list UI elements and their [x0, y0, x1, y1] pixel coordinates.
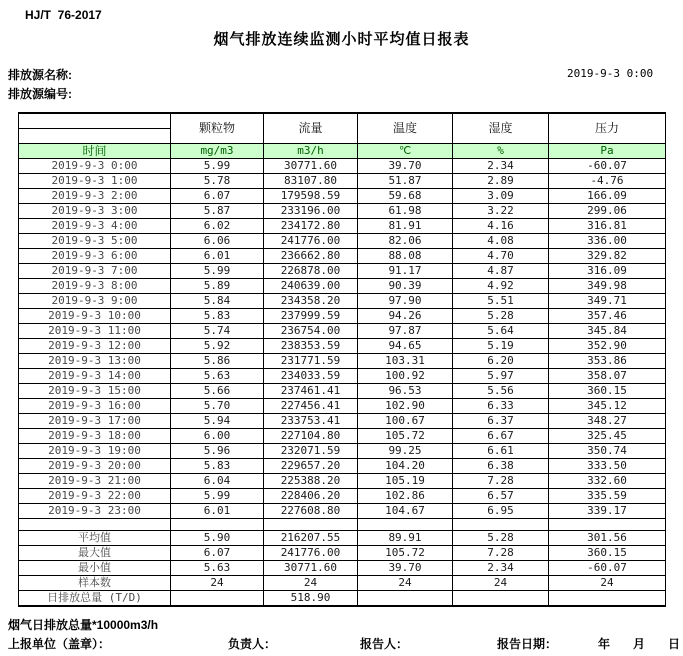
- col-header-humidity: 湿度: [453, 113, 549, 143]
- value-cell: 5.84: [171, 293, 264, 308]
- value-cell: 5.99: [171, 158, 264, 173]
- value-cell: [549, 590, 666, 606]
- value-cell: 5.94: [171, 413, 264, 428]
- time-cell: 2019-9-3 13:00: [19, 353, 171, 368]
- value-cell: 6.33: [453, 398, 549, 413]
- value-cell: 5.66: [171, 383, 264, 398]
- empty-corner-cell-bottom: [19, 128, 171, 143]
- monitoring-table: [18, 112, 666, 607]
- value-cell: 97.90: [358, 293, 453, 308]
- empty-cell: [19, 518, 171, 530]
- value-cell: 2.34: [453, 158, 549, 173]
- table-row: [19, 413, 666, 428]
- value-cell: 103.31: [358, 353, 453, 368]
- value-cell: 39.70: [358, 158, 453, 173]
- value-cell: 5.51: [453, 293, 549, 308]
- value-cell: 236662.80: [264, 248, 358, 263]
- value-cell: 349.98: [549, 278, 666, 293]
- value-cell: 88.08: [358, 248, 453, 263]
- value-cell: 241776.00: [264, 545, 358, 560]
- time-cell: 2019-9-3 17:00: [19, 413, 171, 428]
- time-cell: 2019-9-3 8:00: [19, 278, 171, 293]
- value-cell: 234358.20: [264, 293, 358, 308]
- table-row: [19, 278, 666, 293]
- report-time: 2019-9-3 0:00: [567, 67, 654, 80]
- table-row: [19, 248, 666, 263]
- value-cell: 51.87: [358, 173, 453, 188]
- table-row: [19, 353, 666, 368]
- time-cell: 2019-9-3 20:00: [19, 458, 171, 473]
- value-cell: [549, 518, 666, 530]
- day-label: 日: [668, 637, 681, 651]
- time-cell: 2019-9-3 12:00: [19, 338, 171, 353]
- value-cell: 5.74: [171, 323, 264, 338]
- value-cell: 345.12: [549, 398, 666, 413]
- value-cell: 6.02: [171, 218, 264, 233]
- value-cell: 94.65: [358, 338, 453, 353]
- value-cell: 6.38: [453, 458, 549, 473]
- col-header-pressure: 压力: [549, 113, 666, 143]
- time-cell: 2019-9-3 11:00: [19, 323, 171, 338]
- table-row: [19, 158, 666, 173]
- value-cell: 5.92: [171, 338, 264, 353]
- table-row: [19, 308, 666, 323]
- value-cell: 348.27: [549, 413, 666, 428]
- summary-label-cell: 最大值: [19, 545, 171, 560]
- time-cell: 2019-9-3 3:00: [19, 203, 171, 218]
- value-cell: 5.86: [171, 353, 264, 368]
- value-cell: 345.84: [549, 323, 666, 338]
- page-title: 烟气排放连续监测小时平均值日报表: [213, 31, 470, 48]
- value-cell: 6.01: [171, 503, 264, 518]
- reporter-label: 报告人：: [360, 637, 409, 651]
- value-cell: 83107.80: [264, 173, 358, 188]
- value-cell: 350.74: [549, 443, 666, 458]
- value-cell: [264, 518, 358, 530]
- summary-label-cell: 平均值: [19, 530, 171, 545]
- value-cell: 233753.41: [264, 413, 358, 428]
- value-cell: 358.07: [549, 368, 666, 383]
- year-label: 年: [598, 637, 611, 651]
- value-cell: 5.63: [171, 560, 264, 575]
- table-row: [19, 530, 666, 545]
- value-cell: 24: [549, 575, 666, 590]
- value-cell: 236754.00: [264, 323, 358, 338]
- value-cell: 5.70: [171, 398, 264, 413]
- table-row: [19, 323, 666, 338]
- value-cell: 3.09: [453, 188, 549, 203]
- value-cell: 5.99: [171, 488, 264, 503]
- value-cell: 301.56: [549, 530, 666, 545]
- value-cell: -60.07: [549, 560, 666, 575]
- table-row: [19, 188, 666, 203]
- value-cell: 5.83: [171, 458, 264, 473]
- time-cell: 2019-9-3 19:00: [19, 443, 171, 458]
- value-cell: 105.72: [358, 428, 453, 443]
- value-cell: [358, 518, 453, 530]
- value-cell: 227104.80: [264, 428, 358, 443]
- value-cell: 232071.59: [264, 443, 358, 458]
- value-cell: 105.19: [358, 473, 453, 488]
- value-cell: 4.08: [453, 233, 549, 248]
- value-cell: 234172.80: [264, 218, 358, 233]
- value-cell: 81.91: [358, 218, 453, 233]
- value-cell: 59.68: [358, 188, 453, 203]
- value-cell: [453, 518, 549, 530]
- value-cell: 4.16: [453, 218, 549, 233]
- value-cell: 5.83: [171, 308, 264, 323]
- table-row: [19, 458, 666, 473]
- value-cell: 100.92: [358, 368, 453, 383]
- responsible-label: 负责人：: [228, 637, 277, 651]
- total-emission-note: 烟气日排放总量*10000m3/h: [8, 618, 159, 632]
- value-cell: 91.17: [358, 263, 453, 278]
- value-cell: 82.06: [358, 233, 453, 248]
- value-cell: 6.01: [171, 248, 264, 263]
- value-cell: 237461.41: [264, 383, 358, 398]
- value-cell: 5.28: [453, 530, 549, 545]
- value-cell: 5.19: [453, 338, 549, 353]
- time-cell: 2019-9-3 1:00: [19, 173, 171, 188]
- value-cell: 360.15: [549, 545, 666, 560]
- value-cell: 6.57: [453, 488, 549, 503]
- table-row: [19, 203, 666, 218]
- table-row: [19, 293, 666, 308]
- value-cell: 24: [453, 575, 549, 590]
- summary-label-cell: 最小值: [19, 560, 171, 575]
- value-cell: [171, 518, 264, 530]
- unit-pm: mg/m3: [171, 143, 264, 158]
- value-cell: 7.28: [453, 473, 549, 488]
- value-cell: 6.00: [171, 428, 264, 443]
- value-cell: 352.90: [549, 338, 666, 353]
- value-cell: 216207.55: [264, 530, 358, 545]
- table-row: [19, 398, 666, 413]
- table-row: [19, 368, 666, 383]
- summary-label-cell: 样本数: [19, 575, 171, 590]
- value-cell: 5.56: [453, 383, 549, 398]
- value-cell: 4.70: [453, 248, 549, 263]
- value-cell: 6.07: [171, 188, 264, 203]
- value-cell: 240639.00: [264, 278, 358, 293]
- value-cell: 227608.80: [264, 503, 358, 518]
- value-cell: 104.20: [358, 458, 453, 473]
- table-row: [19, 590, 666, 606]
- value-cell: 6.37: [453, 413, 549, 428]
- value-cell: 231771.59: [264, 353, 358, 368]
- table-row: [19, 575, 666, 590]
- value-cell: 105.72: [358, 545, 453, 560]
- value-cell: 299.06: [549, 203, 666, 218]
- value-cell: 5.28: [453, 308, 549, 323]
- value-cell: 24: [358, 575, 453, 590]
- summary-rows-body: [19, 518, 666, 606]
- table-row: [19, 263, 666, 278]
- time-cell: 2019-9-3 7:00: [19, 263, 171, 278]
- data-rows-body: [19, 158, 666, 518]
- value-cell: 228406.20: [264, 488, 358, 503]
- value-cell: 233196.00: [264, 203, 358, 218]
- value-cell: 349.71: [549, 293, 666, 308]
- value-cell: 316.81: [549, 218, 666, 233]
- table-row: [19, 383, 666, 398]
- value-cell: 166.09: [549, 188, 666, 203]
- value-cell: 61.98: [358, 203, 453, 218]
- time-cell: 2019-9-3 16:00: [19, 398, 171, 413]
- value-cell: 3.22: [453, 203, 549, 218]
- month-label: 月: [633, 637, 646, 651]
- time-cell: 2019-9-3 6:00: [19, 248, 171, 263]
- table-row: [19, 488, 666, 503]
- time-cell: 2019-9-3 5:00: [19, 233, 171, 248]
- value-cell: 4.92: [453, 278, 549, 293]
- value-cell: 5.89: [171, 278, 264, 293]
- value-cell: 5.99: [171, 263, 264, 278]
- value-cell: 24: [264, 575, 358, 590]
- value-cell: 332.60: [549, 473, 666, 488]
- unit-flow: m3/h: [264, 143, 358, 158]
- value-cell: 227456.41: [264, 398, 358, 413]
- time-cell: 2019-9-3 21:00: [19, 473, 171, 488]
- table-row: [19, 545, 666, 560]
- value-cell: 5.96: [171, 443, 264, 458]
- value-cell: 94.26: [358, 308, 453, 323]
- value-cell: 336.00: [549, 233, 666, 248]
- source-name-label: 排放源名称:: [8, 68, 72, 82]
- value-cell: 96.53: [358, 383, 453, 398]
- value-cell: [358, 590, 453, 606]
- table-row: [19, 218, 666, 233]
- table-row: [19, 473, 666, 488]
- table-row: [19, 503, 666, 518]
- value-cell: 360.15: [549, 383, 666, 398]
- value-cell: 335.59: [549, 488, 666, 503]
- value-cell: 6.20: [453, 353, 549, 368]
- col-header-temp: 温度: [358, 113, 453, 143]
- value-cell: 229657.20: [264, 458, 358, 473]
- value-cell: 6.04: [171, 473, 264, 488]
- empty-corner-cell-top: [19, 113, 171, 128]
- source-code-label: 排放源编号:: [8, 87, 72, 101]
- value-cell: 102.86: [358, 488, 453, 503]
- table-row: [19, 428, 666, 443]
- time-cell: 2019-9-3 4:00: [19, 218, 171, 233]
- value-cell: 357.46: [549, 308, 666, 323]
- value-cell: 89.91: [358, 530, 453, 545]
- value-cell: 2.34: [453, 560, 549, 575]
- table-row: [19, 443, 666, 458]
- value-cell: 6.95: [453, 503, 549, 518]
- standard-code: HJ/T 76-2017: [25, 8, 102, 22]
- summary-label-cell: 日排放总量 (T/D): [19, 590, 171, 606]
- value-cell: 90.39: [358, 278, 453, 293]
- value-cell: 5.64: [453, 323, 549, 338]
- value-cell: 24: [171, 575, 264, 590]
- value-cell: 5.78: [171, 173, 264, 188]
- value-cell: -60.07: [549, 158, 666, 173]
- value-cell: 6.67: [453, 428, 549, 443]
- time-cell: 2019-9-3 22:00: [19, 488, 171, 503]
- time-cell: 2019-9-3 2:00: [19, 188, 171, 203]
- value-cell: 237999.59: [264, 308, 358, 323]
- time-cell: 2019-9-3 0:00: [19, 158, 171, 173]
- value-cell: 329.82: [549, 248, 666, 263]
- value-cell: 102.90: [358, 398, 453, 413]
- table-row: [19, 338, 666, 353]
- spacer-row: [19, 518, 666, 530]
- value-cell: 6.07: [171, 545, 264, 560]
- report-date-label: 报告日期：: [497, 637, 558, 651]
- value-cell: 333.50: [549, 458, 666, 473]
- value-cell: [171, 590, 264, 606]
- value-cell: 225388.20: [264, 473, 358, 488]
- value-cell: 6.06: [171, 233, 264, 248]
- value-cell: 100.67: [358, 413, 453, 428]
- value-cell: 5.63: [171, 368, 264, 383]
- value-cell: 104.67: [358, 503, 453, 518]
- unit-row: [19, 143, 666, 158]
- value-cell: 518.90: [264, 590, 358, 606]
- value-cell: 2.89: [453, 173, 549, 188]
- header-row-top: [19, 113, 666, 128]
- value-cell: 353.86: [549, 353, 666, 368]
- time-cell: 2019-9-3 23:00: [19, 503, 171, 518]
- unit-humidity: %: [453, 143, 549, 158]
- value-cell: 5.97: [453, 368, 549, 383]
- value-cell: 30771.60: [264, 560, 358, 575]
- time-cell: 2019-9-3 15:00: [19, 383, 171, 398]
- time-header: 时间: [19, 143, 171, 158]
- value-cell: 30771.60: [264, 158, 358, 173]
- value-cell: 39.70: [358, 560, 453, 575]
- value-cell: 238353.59: [264, 338, 358, 353]
- time-cell: 2019-9-3 18:00: [19, 428, 171, 443]
- value-cell: 5.87: [171, 203, 264, 218]
- value-cell: 179598.59: [264, 188, 358, 203]
- value-cell: 234033.59: [264, 368, 358, 383]
- table-row: [19, 173, 666, 188]
- value-cell: 5.90: [171, 530, 264, 545]
- table-row: [19, 560, 666, 575]
- value-cell: 99.25: [358, 443, 453, 458]
- value-cell: 7.28: [453, 545, 549, 560]
- unit-pressure: Pa: [549, 143, 666, 158]
- col-header-pm: 颗粒物: [171, 113, 264, 143]
- value-cell: 226878.00: [264, 263, 358, 278]
- time-cell: 2019-9-3 14:00: [19, 368, 171, 383]
- col-header-flow: 流量: [264, 113, 358, 143]
- time-cell: 2019-9-3 9:00: [19, 293, 171, 308]
- value-cell: 97.87: [358, 323, 453, 338]
- value-cell: 241776.00: [264, 233, 358, 248]
- report-unit-label: 上报单位（盖章）：: [8, 637, 111, 651]
- value-cell: [453, 590, 549, 606]
- time-cell: 2019-9-3 10:00: [19, 308, 171, 323]
- value-cell: 4.87: [453, 263, 549, 278]
- value-cell: 339.17: [549, 503, 666, 518]
- value-cell: 316.09: [549, 263, 666, 278]
- value-cell: 325.45: [549, 428, 666, 443]
- value-cell: 6.61: [453, 443, 549, 458]
- table-row: [19, 233, 666, 248]
- unit-temp: ℃: [358, 143, 453, 158]
- value-cell: -4.76: [549, 173, 666, 188]
